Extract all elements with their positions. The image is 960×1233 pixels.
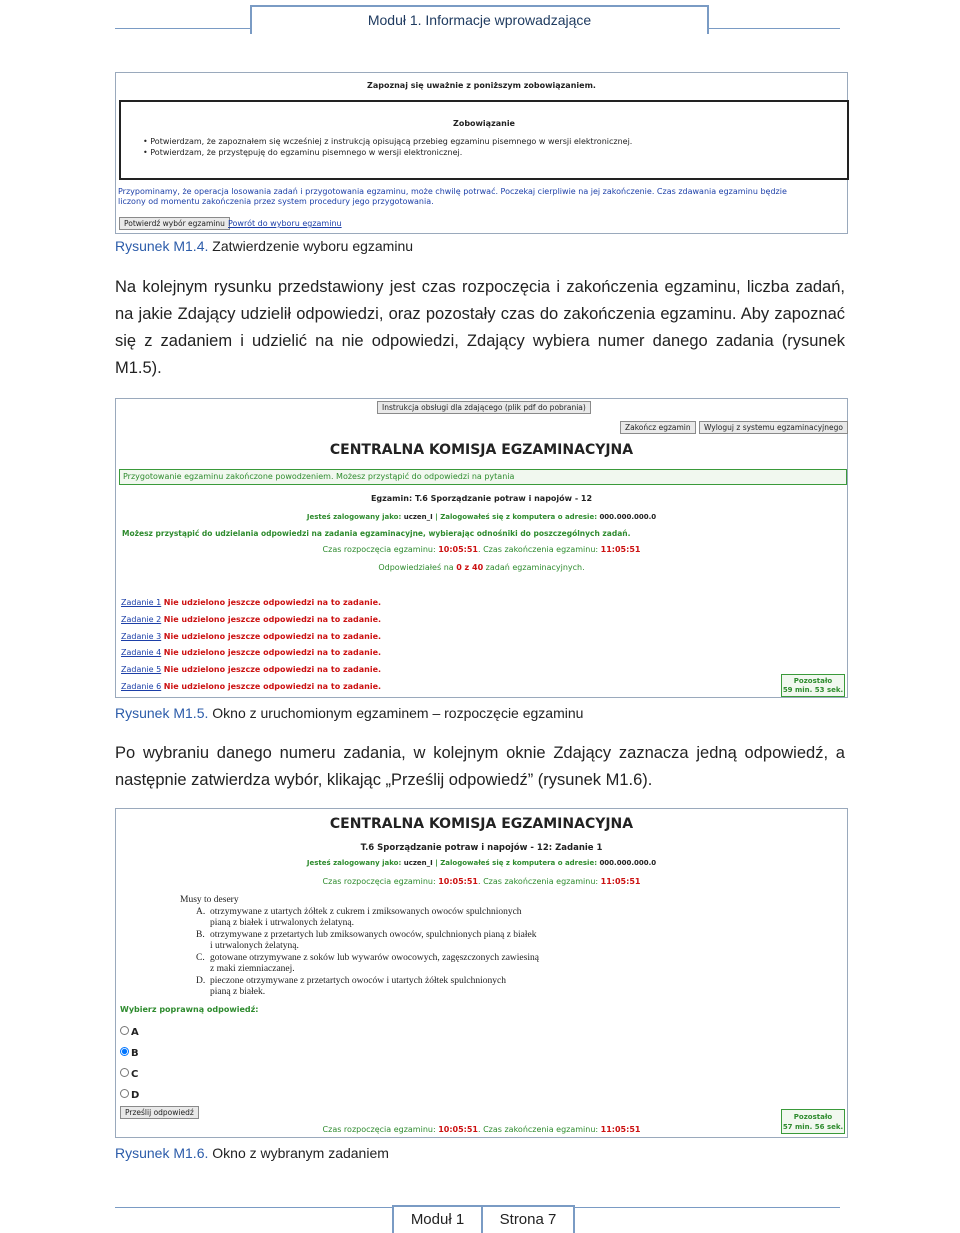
- task-row: [121, 662, 381, 679]
- remaining-time: 59 min. 53 sek.: [782, 686, 844, 694]
- commission-title: CENTRALNA KOMISJA EGZAMINACYJNA: [329, 442, 634, 458]
- task-link[interactable]: Zadanie 4: [121, 648, 162, 658]
- task-row: [121, 595, 381, 612]
- figure-caption: [115, 238, 413, 254]
- option-d: [196, 976, 539, 999]
- start-label: Czas rozpoczęcia egzaminu:: [322, 545, 439, 554]
- radio-label: C: [131, 1069, 139, 1080]
- task-status: Nie udzielono jeszcze odpowiedzi na to zadanie.: [163, 665, 382, 675]
- paragraph: Po wybraniu danego numeru zadania, w kolejnym oknie Zdający zaznacza jedną odpowiedź, a następnie zatwierdza wybór, klikając „Prześlij odpowiedź” (rysunek M1.6).: [115, 744, 845, 789]
- figure-caption-label: Rysunek M1.4.: [115, 238, 209, 254]
- login-label: Jesteś zalogowany jako:: [306, 859, 404, 867]
- wait-notice-line: liczony od momentu zakończenia przez system procedury jego przygotowania.: [118, 197, 434, 206]
- task-row: [121, 679, 381, 696]
- confirm-exam-button[interactable]: Potwierdź wybór egzaminu: [119, 217, 230, 230]
- remaining-time: 57 min. 56 sek.: [782, 1123, 844, 1131]
- option-line: gotowane otrzymywane z soków lub wywarów owocowych, zagęszczonych zawiesiną: [210, 952, 539, 963]
- option-letter: B.: [196, 929, 205, 940]
- task-list: [121, 595, 381, 696]
- radio-label: D: [131, 1090, 140, 1101]
- footer-module: Moduł 1: [392, 1205, 483, 1233]
- question-block: [180, 895, 539, 999]
- task-row: [121, 629, 381, 646]
- login-ip: 000.000.000.0: [599, 513, 657, 521]
- figure-exam-window: [115, 398, 848, 698]
- commitment-item: • Potwierdzam, że zapoznałem się wcześniej z instrukcją opisującą przebieg egzaminu pisemnego w wersji elektronicznej.: [143, 137, 633, 146]
- remaining-label: Pozostało: [793, 677, 833, 685]
- footer-page: Strona 7: [481, 1205, 575, 1233]
- start-label: Czas rozpoczęcia egzaminu:: [322, 1125, 439, 1134]
- option-letter: A.: [196, 906, 206, 917]
- exam-instruction: Możesz przystąpić do udzielania odpowiedzi na zadania egzaminacyjne, wybierając odnośniki do poszczególnych zadań.: [122, 529, 631, 538]
- commitment-item: • Potwierdzam, że przystępuję do egzaminu pisemnego w wersji elektronicznej.: [143, 148, 463, 157]
- radio-c[interactable]: [120, 1068, 129, 1077]
- task-link[interactable]: Zadanie 5: [121, 665, 162, 675]
- radio-label: B: [131, 1048, 139, 1059]
- task-status: Nie udzielono jeszcze odpowiedzi na to zadanie.: [163, 631, 382, 641]
- commitment-title: Zobowiązanie: [453, 119, 515, 128]
- status-bar: Przygotowanie egzaminu zakończone powodzeniem. Możesz przystąpić do odpowiedzi na pytania: [119, 469, 847, 485]
- option-letter: D.: [196, 975, 206, 986]
- commission-title: CENTRALNA KOMISJA EGZAMINACYJNA: [329, 816, 634, 832]
- radio-b[interactable]: [120, 1047, 129, 1056]
- task-row: [121, 645, 381, 662]
- option-a: [196, 907, 539, 930]
- start-time: 10:05:51: [438, 1125, 478, 1134]
- start-time: 10:05:51: [438, 877, 478, 886]
- login-ip-label: | Zalogowałeś się z komputera o adresie:: [432, 859, 600, 867]
- end-time: 11:05:51: [600, 877, 641, 886]
- wait-notice: [118, 187, 787, 207]
- figure-caption: [115, 1145, 389, 1161]
- login-ip-label: | Zalogowałeś się z komputera o adresie:: [432, 513, 600, 521]
- task-title: T.6 Sporządzanie potraw i napojów - 12: Zadanie 1: [360, 843, 603, 853]
- exam-title: [116, 494, 847, 503]
- answered-value: 0 z 40: [456, 563, 484, 572]
- figure-caption-label: Rysunek M1.5.: [115, 705, 209, 721]
- back-to-selection-link[interactable]: Powrót do wyboru egzaminu: [228, 219, 342, 228]
- task-status: Nie udzielono jeszcze odpowiedzi na to zadanie.: [163, 648, 382, 658]
- task-row: [121, 612, 381, 629]
- remaining-label: Pozostało: [793, 1113, 833, 1121]
- logout-button[interactable]: Wyloguj z systemu egzaminacyjnego: [699, 421, 848, 434]
- option-line: otrzymywane z utartych żółtek z cukrem i zmiksowanych owoców spulchnionych: [210, 906, 522, 917]
- remaining-time-box: [781, 674, 845, 697]
- radio-a[interactable]: [120, 1026, 129, 1035]
- exam-times: [116, 545, 847, 554]
- figure-caption-label: Rysunek M1.6.: [115, 1145, 209, 1161]
- option-letter: C.: [196, 952, 205, 963]
- confirmation-heading: Zapoznaj się uważnie z poniższym zobowiązaniem.: [367, 81, 596, 90]
- wait-notice-line: Przypominamy, że operacja losowania zadań i przygotowania egzaminu, może chwilę potrwać. Poczekaj cierpliwie na jej zakończenie. Czas zdawania egzaminu będzie: [118, 187, 787, 196]
- answered-label: Odpowiedziałeś na: [378, 563, 457, 572]
- exam-times: [116, 877, 847, 886]
- option-b: [196, 930, 539, 953]
- login-info: [116, 859, 847, 867]
- task-link[interactable]: Zadanie 2: [121, 614, 162, 624]
- task-status: Nie udzielono jeszcze odpowiedzi na to zadanie.: [163, 681, 382, 691]
- answered-count: [116, 563, 847, 572]
- option-c: [196, 953, 539, 976]
- radio-label: A: [131, 1027, 139, 1038]
- radio-option[interactable]: [120, 1043, 139, 1064]
- figure-caption: [115, 705, 583, 721]
- end-time: 11:05:51: [600, 1125, 641, 1134]
- start-time: 10:05:51: [438, 545, 478, 554]
- login-user: uczen_I: [403, 513, 433, 521]
- figure-exam-confirmation: [115, 72, 848, 234]
- instructions-pdf-button[interactable]: Instrukcja obsługi dla zdającego (plik pdf do pobrania): [377, 401, 591, 414]
- end-label: . Czas zakończenia egzaminu:: [478, 1125, 601, 1134]
- radio-d[interactable]: [120, 1089, 129, 1098]
- question-text: Musy to desery: [180, 895, 239, 905]
- radio-option[interactable]: [120, 1064, 139, 1085]
- option-line: otrzymywane z przetartych lub zmiksowanych owoców, spulchnionych pianą z białek: [210, 929, 537, 940]
- figure-caption-text: Okno z wybranym zadaniem: [208, 1145, 389, 1161]
- option-line: i utrwalonych żelatyną.: [210, 941, 299, 951]
- option-line: pianą z białek.: [210, 987, 266, 997]
- paragraph: Na kolejnym rysunku przedstawiony jest czas rozpoczęcia i zakończenia egzaminu, liczba zadań, na jakie Zdający udzielił odpowiedzi, oraz pozostały czas do zakończenia egzaminu. Aby zapoznać się z zadaniem i udzielić na nie odpowiedzi, Zdający wybiera numer danego zadania (rysunek M1.5).: [115, 278, 845, 377]
- answer-radios: [120, 1022, 139, 1106]
- exam-times-bottom: [116, 1125, 847, 1134]
- task-link[interactable]: Zadanie 1: [121, 598, 162, 607]
- end-label: . Czas zakończenia egzaminu:: [478, 545, 601, 554]
- submit-answer-button[interactable]: Prześlij odpowiedź: [120, 1106, 199, 1119]
- figure-caption-text: Okno z uruchomionym egzaminem – rozpoczęcie egzaminu: [208, 705, 584, 721]
- task-status: Nie udzielono jeszcze odpowiedzi na to zadanie.: [163, 598, 382, 607]
- exam-name: T.6 Sporządzanie potraw i napojów - 12: [414, 494, 593, 503]
- answered-suffix: zadań egzaminacyjnych.: [483, 563, 585, 572]
- task-link[interactable]: Zadanie 3: [121, 631, 162, 641]
- commitment-box: [119, 100, 849, 180]
- task-status: Nie udzielono jeszcze odpowiedzi na to zadanie.: [163, 614, 382, 624]
- login-info: [116, 513, 847, 521]
- task-link[interactable]: Zadanie 6: [121, 681, 162, 691]
- login-label: Jesteś zalogowany jako:: [306, 513, 404, 521]
- start-label: Czas rozpoczęcia egzaminu:: [322, 877, 439, 886]
- end-time: 11:05:51: [600, 545, 641, 554]
- remaining-time-box: [781, 1109, 845, 1134]
- exam-label: Egzamin:: [370, 494, 415, 503]
- option-line: z maki ziemniaczanej.: [210, 964, 295, 974]
- option-line: pianą z białek i utrwalonych żelatyną.: [210, 918, 355, 928]
- choose-answer-label: Wybierz poprawną odpowiedź:: [120, 1005, 259, 1014]
- commitment-text: Potwierdzam, że przystępuję do egzaminu pisemnego w wersji elektronicznej.: [150, 148, 463, 157]
- figure-caption-text: Zatwierdzenie wyboru egzaminu: [208, 238, 414, 254]
- option-line: pieczone otrzymywane z przetartych owoców i utartych żółtek spulchnionych: [210, 975, 506, 986]
- login-user: uczen_I: [403, 859, 433, 867]
- commitment-text: Potwierdzam, że zapoznałem się wcześniej z instrukcją opisującą przebieg egzaminu pisemnego w wersji elektronicznej.: [150, 137, 633, 146]
- end-label: . Czas zakończenia egzaminu:: [478, 877, 601, 886]
- radio-option[interactable]: [120, 1022, 139, 1043]
- commitment-list: [143, 136, 847, 158]
- login-ip: 000.000.000.0: [599, 859, 657, 867]
- header-title: Moduł 1. Informacje wprowadzające: [250, 5, 709, 34]
- figure-task-window: [115, 808, 848, 1138]
- radio-option[interactable]: [120, 1085, 139, 1106]
- end-exam-button[interactable]: Zakończ egzamin: [620, 421, 696, 434]
